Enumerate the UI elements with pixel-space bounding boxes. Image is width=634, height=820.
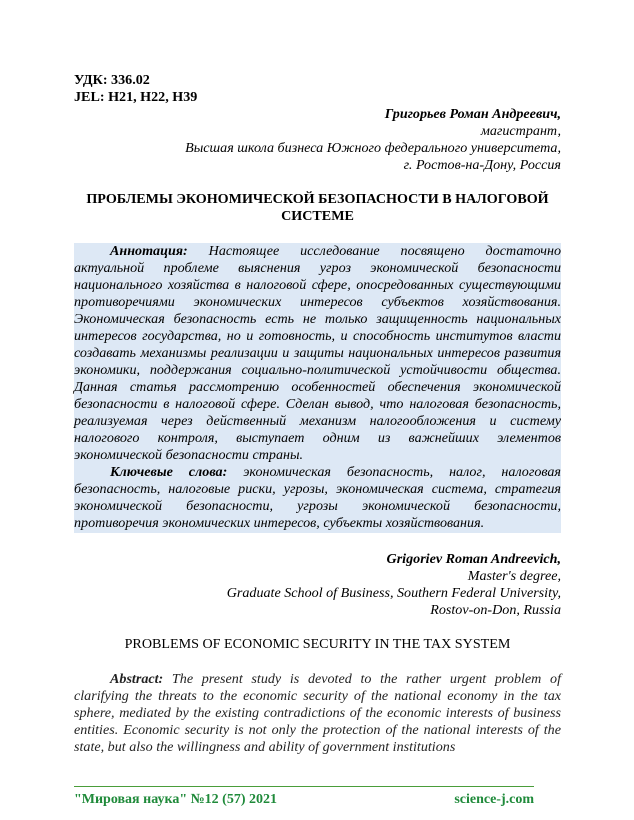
keywords-ru-paragraph bbox=[74, 464, 561, 532]
title-ru-line2: СИСТЕМЕ bbox=[281, 208, 354, 224]
abstract-en-paragraph bbox=[74, 671, 561, 756]
keywords-ru-text: экономическая безопасность, налог, налоговая безопасность, налоговые риски, угрозы, экономическая система, стратегия экономической безопасности, угрозы экономической безопасности, противоречия экономических интересов, субъекты хозяйствования. bbox=[74, 464, 561, 531]
article-title-en: PROBLEMS OF ECONOMIC SECURITY IN THE TAX SYSTEM bbox=[124, 636, 511, 652]
author-affiliation-en: Graduate School of Business, Southern Federal University, bbox=[226, 585, 561, 601]
article-page bbox=[74, 72, 561, 756]
author-position-en: Master's degree, bbox=[467, 568, 561, 584]
abstract-ru-text: Настоящее исследование посвящено достаточно актуальной проблеме выяснения угроз экономической безопасности национального хозяйства в налоговой сфере, опосредованных существующими противоречиями экономических интересов субъектов хозяйствования. Экономическая безопасность есть не только защищенность национальных интересов государства, но и готовность, и способность институтов власти создавать механизмы реализации и защиты национальных интересов развития экономики, поддержания социально-политической устойчивости общества. Данная статья рассмотрению особенностей обеспечения экономической безопасности в налоговой сфере. Сделан вывод, что налоговая безопасность, реализуемая через действенный механизм налогообложения и систему налогового контроля, выступает одним из важнейших элементов экономической безопасности страны. bbox=[74, 243, 561, 463]
keywords-ru-label: Ключевые слова: bbox=[110, 464, 228, 480]
author-affiliation-ru: Высшая школа бизнеса Южного федерального университета, bbox=[185, 140, 561, 156]
author-position-ru: магистрант, bbox=[480, 123, 561, 139]
abstract-en-label: Abstract: bbox=[110, 671, 164, 687]
title-ru-line1: ПРОБЛЕМЫ ЭКОНОМИЧЕСКОЙ БЕЗОПАСНОСТИ В НАЛОГОВОЙ bbox=[86, 191, 549, 207]
author-block-en bbox=[74, 551, 561, 619]
author-block-ru bbox=[74, 106, 561, 174]
article-title-ru bbox=[74, 191, 561, 225]
abstract-ru-paragraph bbox=[74, 243, 561, 464]
footer-site-link[interactable]: science-j.com bbox=[454, 792, 534, 807]
footer-journal: "Мировая наука" №12 (57) 2021 bbox=[74, 792, 277, 807]
author-name-ru: Григорьев Роман Андреевич, bbox=[384, 106, 561, 122]
abstract-ru-label: Аннотация: bbox=[110, 243, 188, 259]
author-city-ru: г. Ростов-на-Дону, Россия bbox=[403, 157, 561, 173]
author-city-en: Rostov-on-Don, Russia bbox=[430, 602, 561, 618]
udk-code: УДК: 336.02 bbox=[74, 72, 150, 88]
abstract-en bbox=[74, 671, 561, 756]
abstract-en-text: The present study is devoted to the rather urgent problem of clarifying the threats to the economic security of the national economy in the tax sphere, mediated by the existing contradictions of the economic interests of business entities. Economic security is not only the protection of the national interests of the state, but also the willingness and ability of government institutions bbox=[74, 671, 561, 755]
footer-divider bbox=[74, 786, 534, 787]
abstract-ru bbox=[74, 243, 561, 533]
author-name-en: Grigoriev Roman Andreevich, bbox=[386, 551, 561, 567]
jel-code: JEL: H21, H22, H39 bbox=[74, 89, 198, 105]
